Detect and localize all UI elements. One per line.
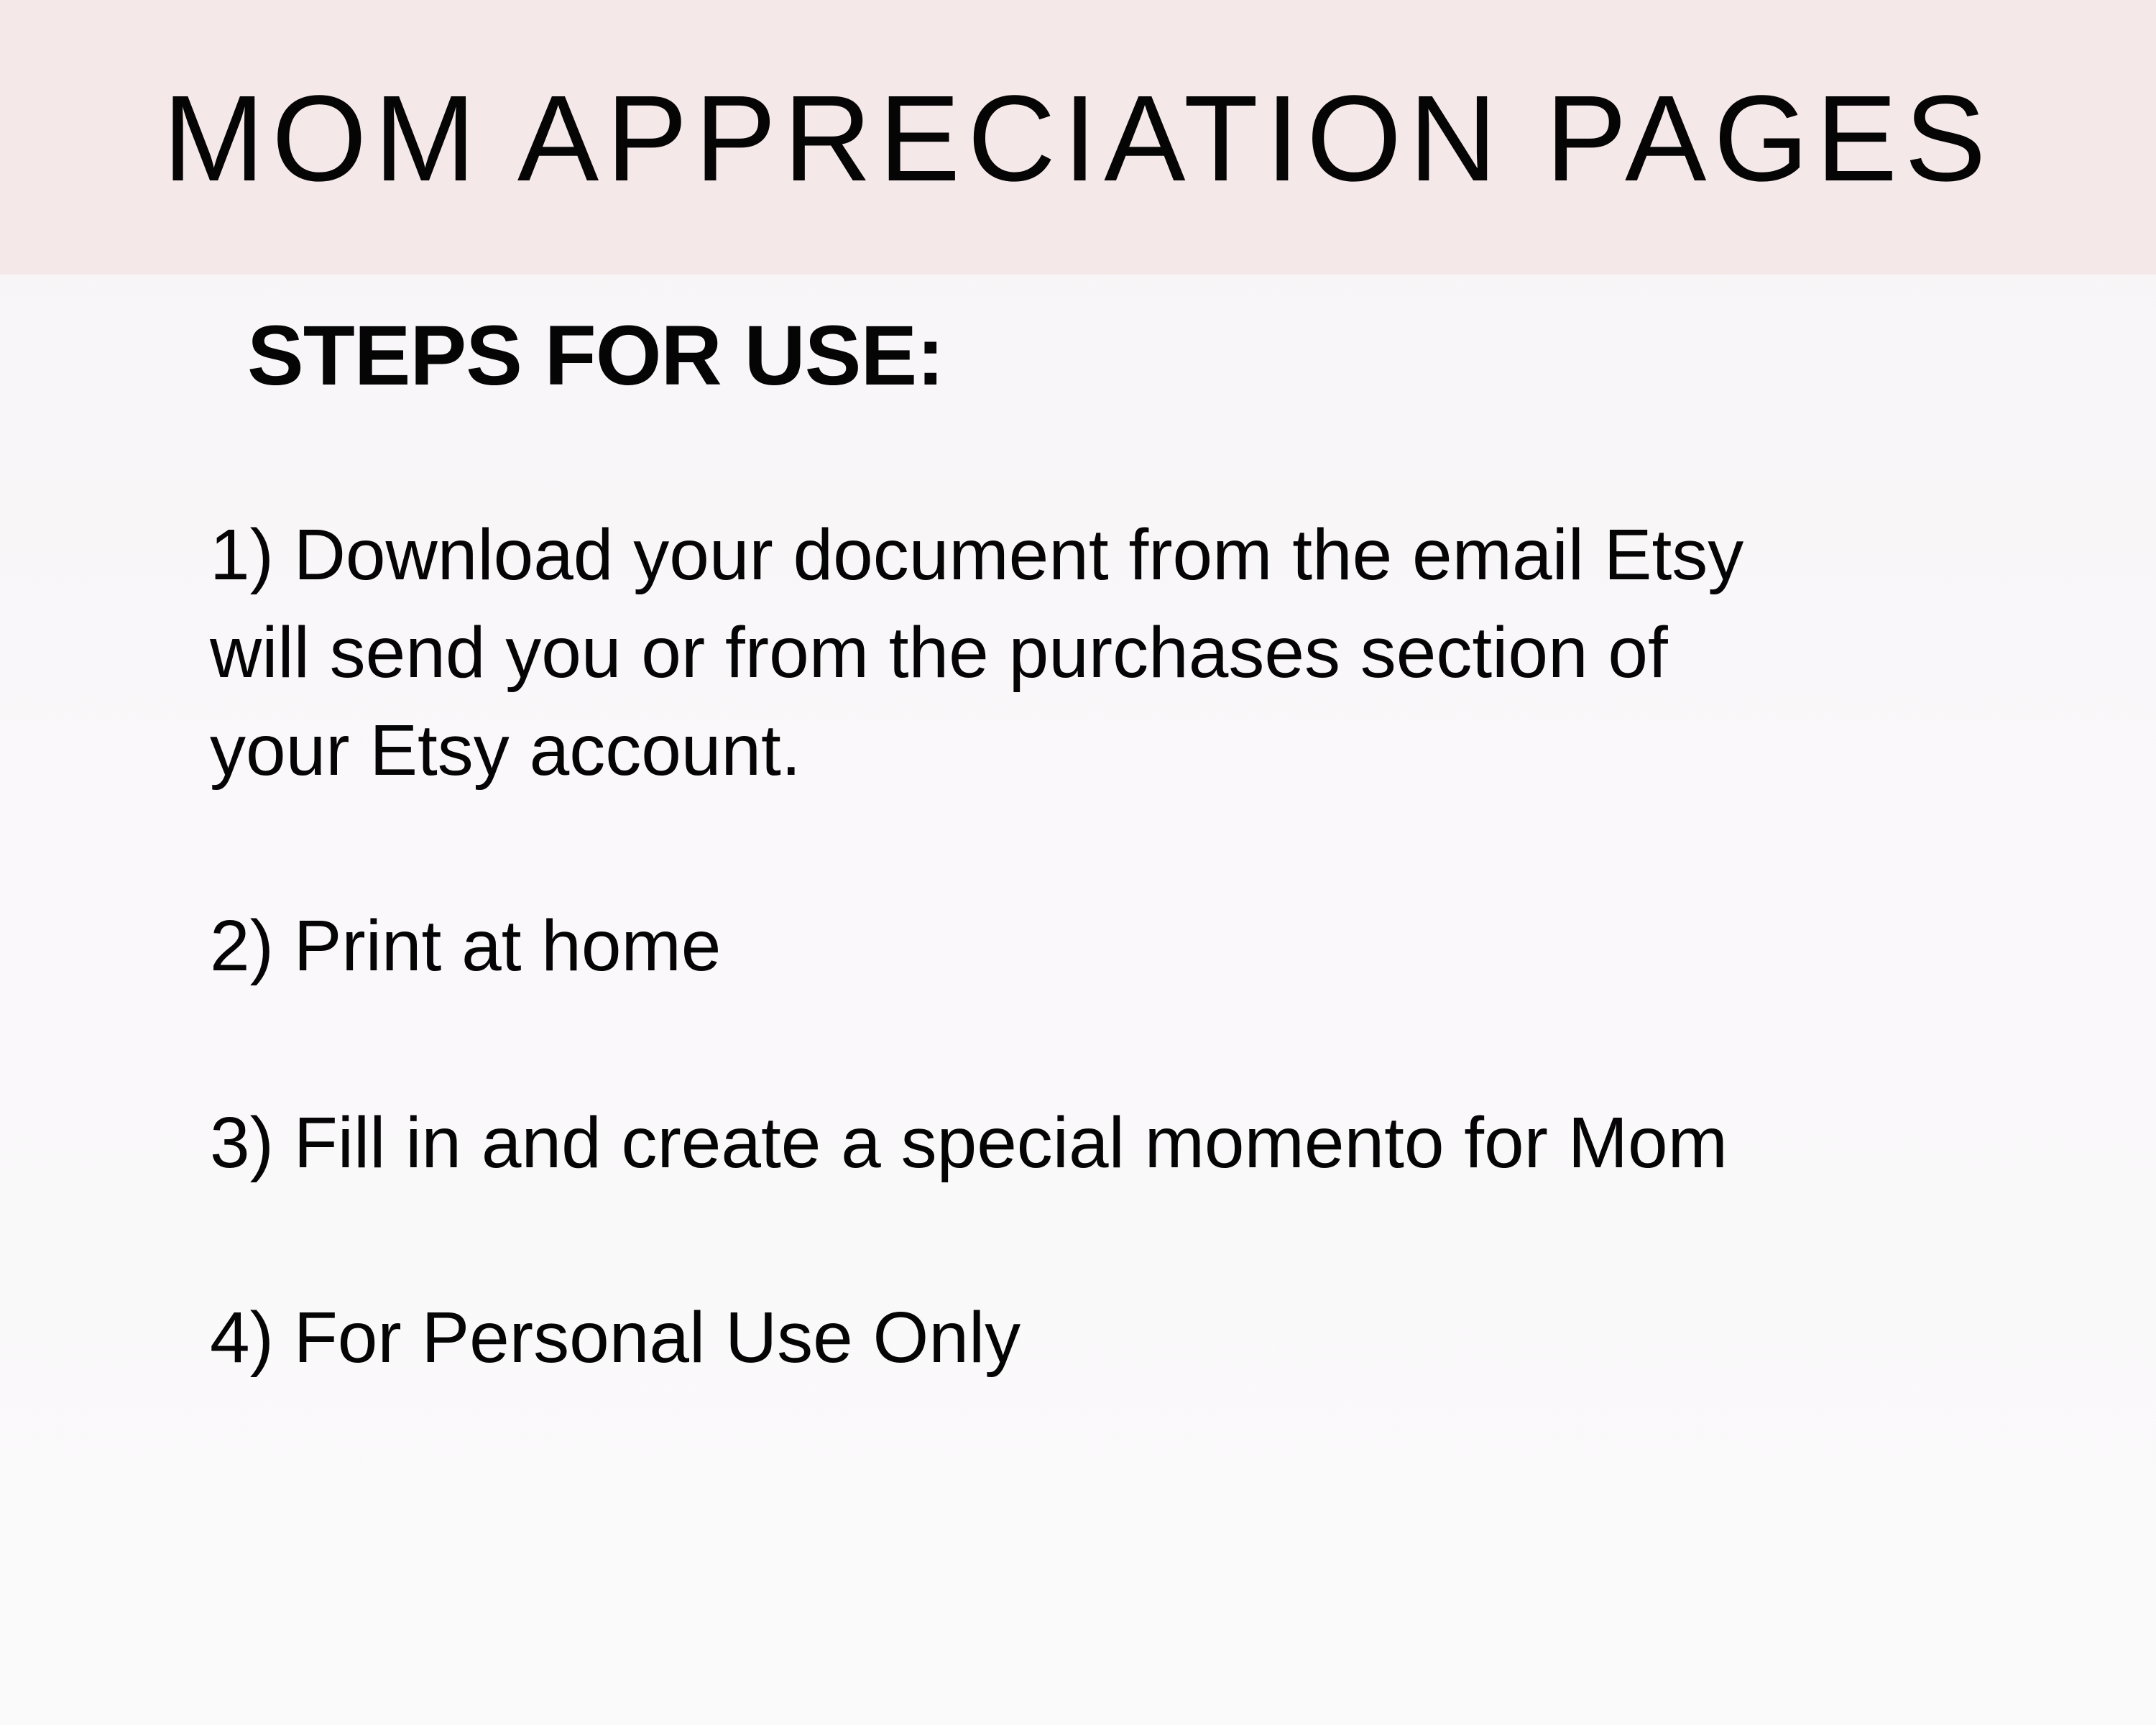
step-personal-use xyxy=(210,1289,1935,1386)
steps-heading: STEPS FOR USE: xyxy=(247,308,944,403)
step-download-line-2: will send you or from the purchases section of xyxy=(210,612,1668,693)
step-fill-in-text: 3) Fill in and create a special momento for Mom xyxy=(210,1103,1728,1183)
step-personal-use-text: 4) For Personal Use Only xyxy=(210,1297,1021,1378)
step-download-line-3: your Etsy account. xyxy=(210,710,801,791)
header-band xyxy=(0,0,2156,275)
step-print xyxy=(210,897,1935,995)
step-download-line-1: 1) Download your document from the email Etsy xyxy=(210,515,1744,595)
page-title: MOM APPRECIATION PAGES xyxy=(162,70,1994,207)
step-fill-in xyxy=(210,1094,1935,1192)
step-download xyxy=(210,506,1935,799)
step-print-text: 2) Print at home xyxy=(210,906,722,986)
